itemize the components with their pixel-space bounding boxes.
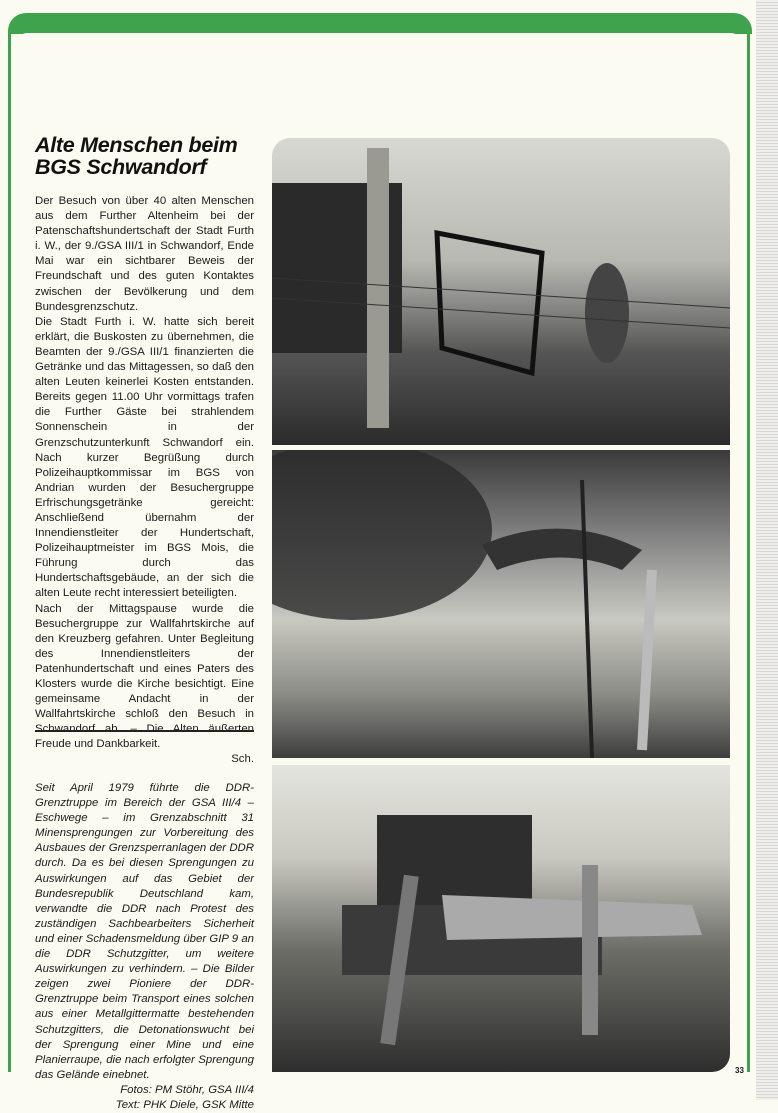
article-title [35,134,237,178]
text-credit: Text: PHK Diele, GSK Mitte [115,1098,254,1111]
frame-inner [12,33,746,73]
photo-bulldozer [272,765,730,1072]
scan-edge [756,0,778,1100]
divider [35,730,254,732]
photo-detonation [272,450,730,758]
paragraph: Der Besuch von über 40 alten Menschen aus dem Further Altenheim bei der Patenschaftshundertschaft der Stadt Furth i. W., der 9./GSA III/1 in Schwandorf, Ende Mai war ein sichtbarer Beweis der Freundschaft und des guten Kontaktes zwischen der Bevölkerung und dem Bundesgrenzschutz. [35,195,254,313]
green-frame-top [8,13,752,34]
photo-sketch [272,765,730,1072]
article-body [35,194,254,768]
paragraph: Die Stadt Furth i. W. hatte sich bereit erklärt, die Buskosten zu übernehmen, die Beamten der 9./GSA III/1 finanzierten die Getränke und das Mittagessen, so daß den alten Leuten keinerlei Kosten entstanden. Bereits gegen 11.00 Uhr vormittags trafen die Further Gäste bei strahlendem Sonnenschein in der Grenzschutzunterkunft Schwandorf ein. Nach kurzer Begrüßung durch Polizeihauptkommissar im BGS von Andrian wurden der Besuchergruppe Erfrischungsgetränke gereicht: Anschließend übernahm der Innendienstleiter der Hundertschaft, Polizeihauptmeister im BGS Mois, die Führung durch das Hundertschaftsgebäude, an der sich die alten Leute recht interessiert beteiligten. [35,315,254,600]
photo-credit: Fotos: PM Stöhr, GSA III/4 [120,1083,254,1096]
title-line-2: BGS Schwandorf [35,155,207,179]
title-line-1: Alte Menschen beim [35,133,238,157]
photo-sketch [272,138,730,445]
author-signature: Sch. [231,753,254,766]
photo-caption-article [35,781,254,1113]
page-number: 33 [735,1066,744,1075]
green-frame-left [8,30,11,1072]
photo-soldiers-carrying-grid [272,138,730,445]
caption-text: Seit April 1979 führte die DDR-Grenztruppe im Bereich der GSA III/4 – Eschwege – im Grenzabschnitt 31 Minensprengungen zur Vorbereitung des Ausbaues der Grenzsperranlagen der DDR durch. Da es bei diesen Sprengungen zu Auswirkungen auf das Gebiet der Bundesrepublik Deutschland kam, verwandte die DDR nach Protest des zuständigen Sachbearbeiters Sicherheit und einer Schadensmeldung über GIP 9 an die DDR Schutzgitter, um weitere Auswirkungen zu verhindern. – Die Bilder zeigen zwei Pioniere der DDR-Grenztruppe beim Transport eines solchen aus einer Metallgittermatte bestehenden Schutzgitters, die Detonationswucht bei der Sprengung einer Mine und eine Planierraupe, die nach erfolgter Sprengung das Gelände einebnet. [35,782,254,1081]
paragraph: Nach der Mittagspause wurde die Besuchergruppe zur Wallfahrtskirche auf den Kreuzberg gefahren. Unter Begleitung des Innendienstleiters der Patenhundertschaft und eines Paters des Klosters wurde die Kirche besichtigt. Eine gemeinsame Andacht in der Wallfahrtskirche schloß den Besuch in Freude und Dankbarkeit. [35,602,254,751]
photo-sketch [272,450,730,758]
green-frame-right [747,30,750,1072]
